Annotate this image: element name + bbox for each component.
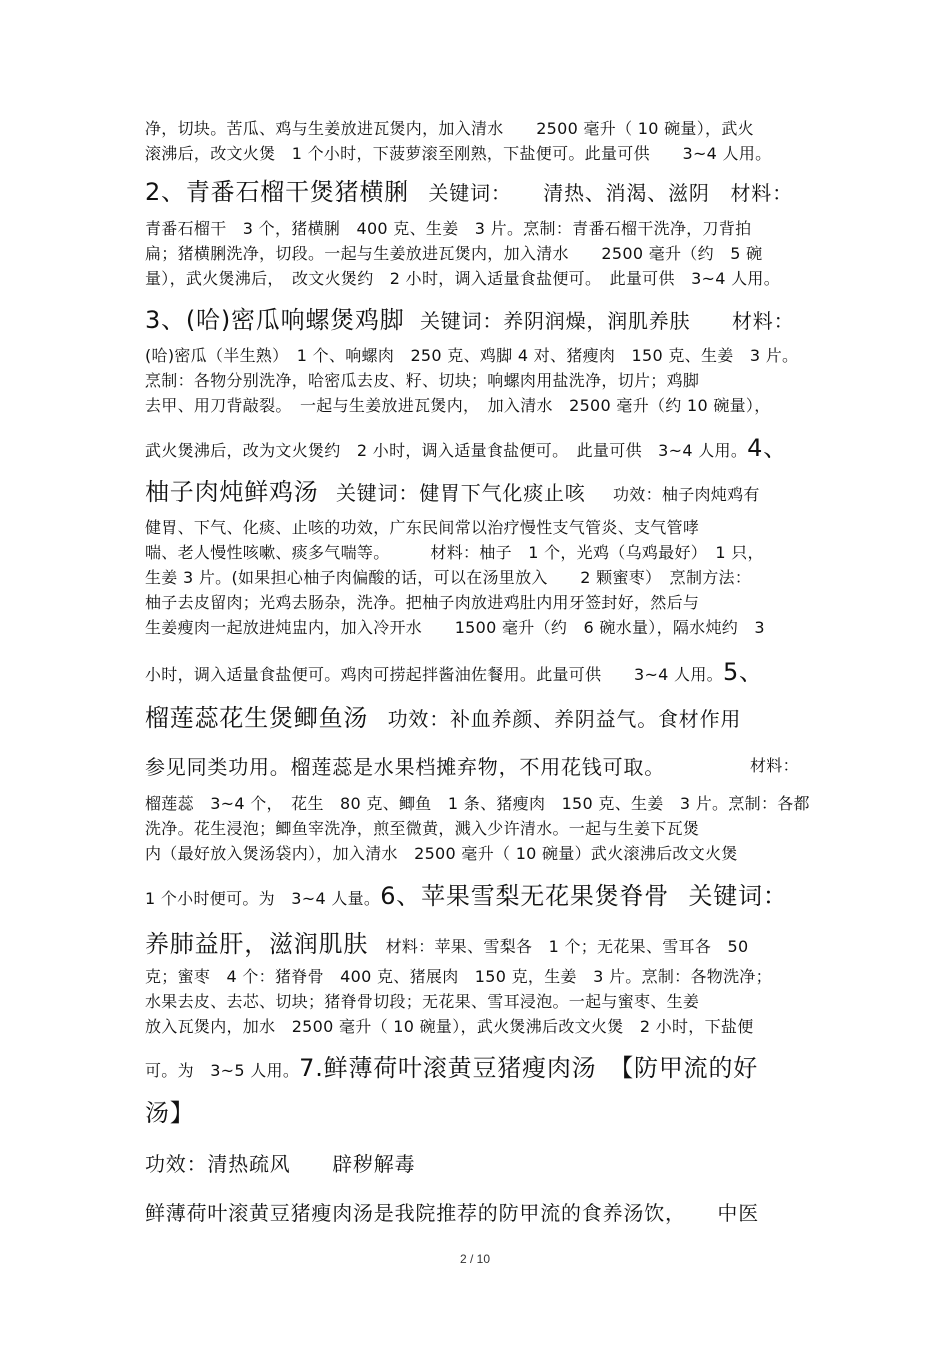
- text-line: 生姜 3 片。(如果担心柚子肉偏酸的话，可以在汤里放入 2 颗蜜枣） 烹制方法：: [145, 568, 752, 587]
- recipe-7-title: 7.鲜薄荷叶滚黄豆猪瘦肉汤 【防甲流的好: [299, 1054, 759, 1082]
- recipe-2-title: 2、青番石榴干煲猪横脷: [145, 178, 410, 206]
- text-line: 扁；猪横脷洗净，切段。一起与生姜放进瓦煲内，加入清水 2500 毫升（约 5 碗: [145, 244, 763, 263]
- text-line: 武火煲沸后，改为文火煲约 2 小时，调入适量食盐便可。 此量可供 3~4 人用。: [145, 441, 748, 460]
- recipe-4-effect: 功效：柚子肉炖鸡有: [613, 485, 760, 504]
- text-line: 滚沸后，改文火煲 1 个小时，下菠萝滚至刚熟，下盐便可。此量可供 3~4 人用。: [145, 144, 772, 163]
- text-line: 烹制：各物分别洗净，哈密瓜去皮、籽、切块；响螺肉用盐洗净，切片；鸡脚: [145, 371, 700, 390]
- recipe-6-materials: 材料：苹果、雪梨各 1 个；无花果、雪耳各 50: [385, 937, 749, 956]
- text-line: 克；蜜枣 4 个：猪脊骨 400 克、猪展肉 150 克，生姜 3 片。烹制：各物洗净；: [145, 967, 772, 986]
- recipe-5-line: [145, 702, 810, 734]
- recipe-6-keywords-line: [145, 928, 810, 960]
- text-line: 可。为 3~5 人用。: [145, 1061, 300, 1080]
- recipe-5-note: 参见同类功用。榴莲蕊是水果档摊弃物，不用花钱可取。: [145, 755, 665, 779]
- recipe-3-keywords: 关键词：养阴润燥，润肌养肤 材料：: [420, 309, 795, 333]
- recipe-5-effect: 功效：补血养颜、养阴益气。食材作用: [387, 707, 742, 731]
- text-line: 柚子去皮留肉；光鸡去肠杂，洗净。把柚子肉放进鸡肚内用牙签封好，然后与: [145, 593, 700, 612]
- recipe-5-note-line: [145, 753, 810, 781]
- text-line: 去甲、用刀背敲裂。 一起与生姜放进瓦煲内， 加入清水 2500 毫升（约 10 碗量），: [145, 396, 771, 415]
- text-line: 放入瓦煲内，加水 2500 毫升（ 10 碗量），武火煲沸后改文火煲 2 小时，下盐便: [145, 1017, 754, 1036]
- recipe-4-number: 4、: [747, 434, 788, 462]
- recipe-6-line: [145, 880, 810, 912]
- page-number: 2 / 10: [459, 1252, 491, 1266]
- text-line: 健胃、下气、化痰、止咳的功效，广东民间常以治疗慢性支气管炎、支气管哮: [145, 518, 700, 537]
- recipe-6-title: 6、苹果雪梨无花果煲脊骨: [380, 882, 670, 910]
- recipe-7-line: [145, 1052, 810, 1084]
- text-line-with-next-number: [145, 656, 810, 688]
- text-line: 喘、老人慢性咳嗽、痰多气喘等。 材料：柚子 1 个，光鸡（乌鸡最好） 1 只，: [145, 543, 764, 562]
- text-line: 小时，调入适量食盐便可。鸡肉可捞起拌酱油佐餐用。此量可供 3~4 人用。: [145, 665, 723, 684]
- recipe-5-title: 榴莲蕊花生煲鲫鱼汤: [145, 704, 369, 732]
- recipe-4-keywords: 关键词：健胃下气化痰止咳: [336, 481, 586, 505]
- text-line-with-next-number: [145, 432, 810, 464]
- recipe-7-effect: 功效：清热疏风 辟秽解毒: [145, 1152, 416, 1176]
- recipe-7-title-cont: 汤】: [145, 1099, 195, 1127]
- recipe-6-keywords-label: 关键词：: [688, 882, 788, 910]
- recipe-6-keywords: 养肺益肝，滋润肌肤: [145, 930, 369, 958]
- text-line: 榴莲蕊 3~4 个， 花生 80 克、鲫鱼 1 条、猪瘦肉 150 克、生姜 3 片。烹制：各都: [145, 794, 810, 813]
- recipe-2-keywords: 关键词： 清热、消渴、滋阴 材料：: [428, 181, 793, 205]
- recipe-7-intro: 鲜薄荷叶滚黄豆猪瘦肉汤是我院推荐的防甲流的食养汤饮， 中医: [145, 1201, 759, 1225]
- recipe-4-line: [145, 476, 810, 508]
- recipe-2-line: [145, 176, 810, 208]
- recipe-4-title: 柚子肉炖鲜鸡汤: [145, 478, 319, 506]
- text-line: 内（最好放入煲汤袋内），加入清水 2500 毫升（ 10 碗量）武火滚沸后改文火煲: [145, 844, 738, 863]
- text-line: 青番石榴干 3 个，猪横脷 400 克、生姜 3 片。烹制：青番石榴干洗净，刀背拍: [145, 219, 752, 238]
- text-line: 洗净。花生浸泡；鲫鱼宰洗净，煎至微黄，溅入少许清水。一起与生姜下瓦煲: [145, 819, 700, 838]
- recipe-3-line: [145, 304, 810, 336]
- text-line: 1 个小时便可。为 3~4 人量。: [145, 889, 381, 908]
- recipe-5-number: 5、: [722, 658, 764, 686]
- text-line: 水果去皮、去芯、切块；猪脊骨切段；无花果、雪耳浸泡。一起与蜜枣、生姜: [145, 992, 700, 1011]
- recipe-5-materials-label: 材料：: [750, 756, 799, 775]
- text-line: 量），武火煲沸后， 改文火煲约 2 小时，调入适量食盐便可。 此量可供 3~4 人用。: [145, 269, 781, 288]
- text-line: 生姜瘦肉一起放进炖盅内，加入冷开水 1500 毫升（约 6 碗水量），隔水炖约 3: [145, 618, 765, 637]
- text-line: 净，切块。苦瓜、鸡与生姜放进瓦煲内，加入清水 2500 毫升（ 10 碗量），武火: [145, 119, 754, 138]
- recipe-3-title: 3、(哈)密瓜响螺煲鸡脚: [145, 306, 405, 334]
- text-line: (哈)密瓜（半生熟） 1 个、响螺肉 250 克、鸡脚 4 对、猪瘦肉 150 克、生姜 3 片。: [145, 346, 799, 365]
